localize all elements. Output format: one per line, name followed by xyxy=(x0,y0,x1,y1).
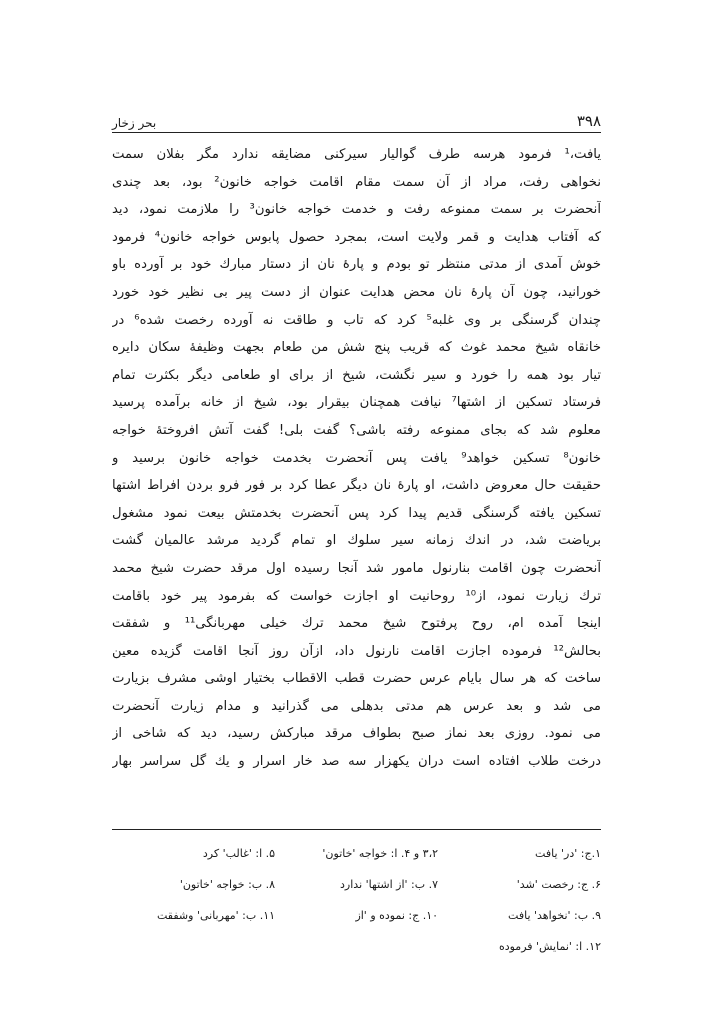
text-line: تیار بود همه را خورد و سیر نگشت، شیخ از برای او طعامی دیگر بکثرت تمام xyxy=(112,367,601,383)
footnote-row xyxy=(112,838,601,869)
footnote: ۷. ب: 'از اشتها' ندارد xyxy=(340,878,439,891)
footnote-row xyxy=(112,900,601,931)
text-line: می نمود. روزی بعد نماز صبح بطواف مرقد مبارکش رسید، دید که شاخی از xyxy=(112,726,601,742)
footnote: ۱.ج: 'در' یافت xyxy=(535,847,601,860)
page-header xyxy=(112,108,601,130)
text-line: حقیقت حال معروض داشت، او پارهٔ نان دیگر عطا کرد بر فور فرو بردن افراط اشتها xyxy=(112,478,601,494)
footnotes xyxy=(112,838,601,962)
text-line: نخواهی رفت، مراد از آن سمت مقام اقامت خواجه خانون² بود، بعد چندی xyxy=(112,174,601,190)
footnote: ۵. ا: 'غالب' کرد xyxy=(202,847,276,860)
text-line: معلوم شد که بجای ممنوعه رفته باشی؟ گفت بلی! گفت آتش افروختهٔ خواجه xyxy=(112,422,601,438)
page-number: ۳۹۸ xyxy=(576,112,601,130)
text-line: چندان گرسنگی بر وی غلبه⁵ کرد که تاب و طاقت نه آورده رخصت شده⁶ در xyxy=(112,312,601,328)
footnote-row xyxy=(112,931,601,962)
text-line: تسکین یافته گرسنگی قدیم پیدا کرد پس آنحضرت بخدمتش بیعت نمود مشغول xyxy=(112,505,601,521)
footnote-divider xyxy=(112,829,601,830)
body-text xyxy=(112,141,601,776)
text-line: فرستاد تسکین از اشتها⁷ نیافت همچنان بیقرار بود، شیخ از خانه برآمده پرسید xyxy=(112,395,601,411)
header-divider xyxy=(112,132,601,133)
text-line: خورانید، چون آن پارهٔ نان محض هدایت عنوان از دست پیر بی نظیر خود خورد xyxy=(112,284,601,300)
text-line: خانقاه شیخ محمد غوث که قریب پنج شش من طعام بجهت وظیفهٔ سکان دایره xyxy=(112,340,601,356)
footnote: ۱۲. ا: 'نمایش' فرموده xyxy=(498,940,601,953)
text-line: که آفتاب هدایت و قمر ولایت است، بمجرد حصول پابوس خواجه خانون⁴ فرمود xyxy=(112,229,601,245)
footnote-row xyxy=(112,869,601,900)
footnote: ۹. ب: 'نخواهد' یافت xyxy=(508,909,601,922)
footnote: ۶. ج: رخصت 'شد' xyxy=(516,878,601,891)
footnote: ۱۱. ب: 'مهربانی' وشفقت xyxy=(157,909,276,922)
footnote: ۱۰. ج: نموده و 'از xyxy=(355,909,439,922)
text-line: بحالش¹² فرموده اجازت اقامت نارنول داد، ازآن روز آنجا اقامت گزیده معین xyxy=(112,643,601,659)
text-line: خانون⁸ تسکین خواهد⁹ یافت پس آنحضرت بخدمت خواجه خانون برسید و xyxy=(112,450,601,466)
text-line: ساخت که هر سال بایام عرس حضرت قطب الاقطاب بختیار اوشی مشرف بزیارت xyxy=(112,671,601,687)
running-title: بحر زخار xyxy=(112,116,157,130)
text-line: درخت طلاب افتاده است دران یکهزار سه صد خار اسرار و یك گل سراسر بهار xyxy=(112,754,601,770)
text-line: اینجا آمده ام، روح پرفتوح شیخ محمد ترك خیلی مهربانگی¹¹ و شفقت xyxy=(112,616,601,632)
text-line: آنحضرت چون اقامت بنارنول مامور شد آنجا رسیده اول مرقد حضرت شیخ محمد xyxy=(112,560,601,576)
text-line: یافت،¹ فرمود هرسه طرف گوالیار سیرکنی مضایقه ندارد مگر بفلان سمت xyxy=(112,147,601,162)
footnote: ۳،۲ و ۴. ا: خواجه 'خاتون' xyxy=(322,847,439,860)
text-line: می شد و بعد عرس هم مدتی بدهلی می گذرانید و مدام زیارت آنحضرت xyxy=(112,698,601,714)
text-line: آنحضرت بر سمت ممنوعه رفت و خدمت خواجه خانون³ را ملازمت نمود، دید xyxy=(112,202,601,218)
text-line: بریاضت شد، در اندك زمانه سیر سلوك او تمام گردید مرشد عالمیان گشت xyxy=(112,533,601,549)
text-line: خوش آمدی از مدتی منتظر تو بودم و پارهٔ نان از دستار مبارك خود بر آورده باو xyxy=(112,257,601,273)
footnote: ۸. ب: خواجه 'خاتون' xyxy=(179,878,276,891)
text-line: ترك زیارت نمود، از¹⁰ روحانیت او اجازت خواست که بفرمود پیر خود باقامت xyxy=(112,588,601,604)
